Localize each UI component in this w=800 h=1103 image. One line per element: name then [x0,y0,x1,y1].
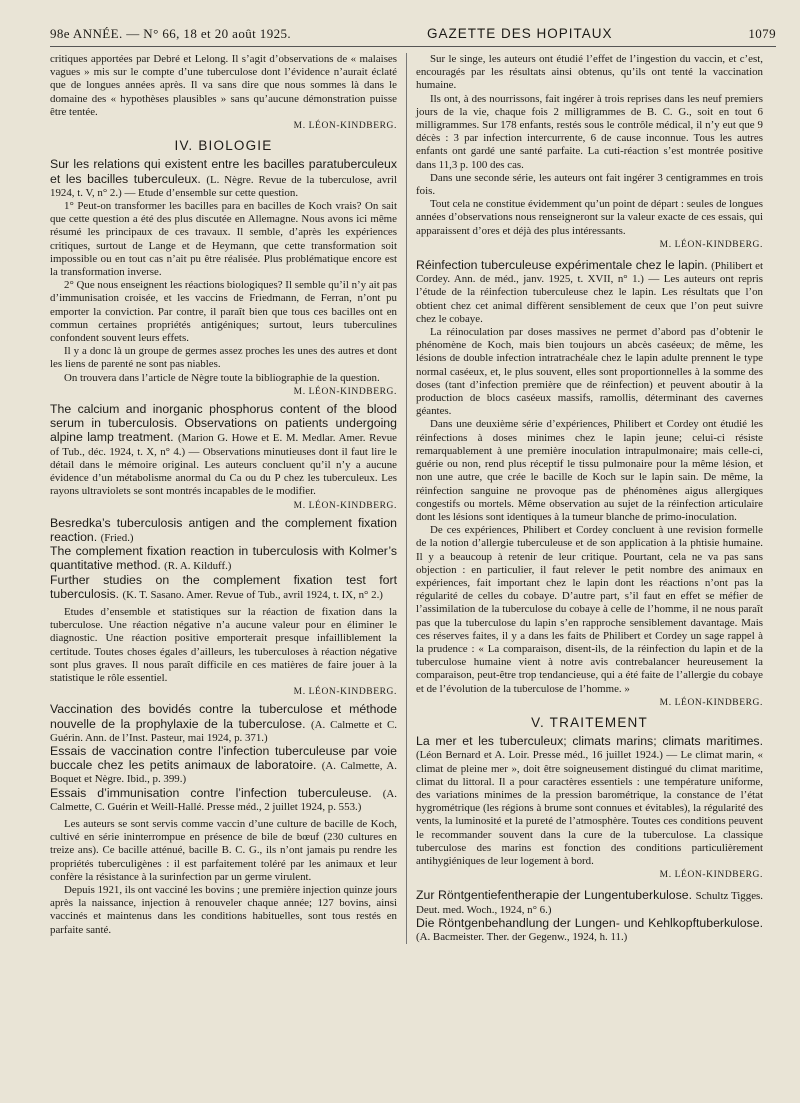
article-citation: (A. Calmette, C. Guérin et Weill-Hallé. Presse méd., 2 juillet 1924, p. 553.) [50,787,397,813]
page-number: 1079 [748,26,776,41]
article-citation: (A. Bacmeister. Ther. der Gegenw., 1924, h. 11.) [416,931,628,943]
paragraph: Depuis 1921, ils ont vacciné les bovins ; une première injection quinze jours après la naissance, injection à renouveler chaque année; 127 bovins, ainsi vaccinés et maintenus dans les conditions habituelles, sont tous restés en parfaite santé. [50,883,397,936]
article-entry [416,735,763,868]
paragraph: La réinoculation par doses massives ne permet d’abord pas d’obtenir le phénomène de Koch, mais bien toujours un abcès caséeux; de même, les lésions de double infection intratrachéale chez le lapin adulte prennent le type normal caséeux, et, le plus souvent, elles sont proportionnelles à la somme des doses (tant d’infection première que de réinfection) et peuvent aboutir à la production de blocs caséeux massifs, ramollis, déterminant des cavernes géantes. [416,326,763,418]
article-entry [50,745,397,787]
right-column [407,53,763,944]
page-header [50,26,776,47]
article-entry [50,787,397,814]
paragraph: De ces expériences, Philibert et Cordey concluent à une revision formelle de la notion d’allergie tuberculeuse et de son application à la phtisie humaine. Il y a beaucoup à retenir de leur critique. Pourtant, cela ne va pas sans objection : en particulier, il faut relever le petit nombre des animaux en expériences, fait important chez le lapin dont les réactions n’ont pas la régularité de celles du cobaye. D’autre part, s’il faut en effet se méfier de l’assimilation de la tuberculose du cobaye à celle de l’homme, il ne nous paraît pas que la tuberculose du lapin s’en rapproche sensiblement davantage. Mais ces réserves faites, il y a dans les faits de Philibert et Cordey un sage rappel à la prudence : « La comparaison, disent-ils, de la réinfection du lapin et de la tuberculose humaine vient à notre avis contrebalancer heureusement la comparaison, peut-être trop tendancieuse, qui a été faite de l’allergie du cobaye et de l’évolution de la tuberculose de l’homme. » [416,524,763,695]
article-title: Die Röntgenbehandlung der Lungen- und Kehlkopftuberkulose. [416,915,763,930]
article-citation: (R. A. Kilduff.) [164,560,232,573]
text-columns [50,53,776,944]
author-signature: M. LÉON-KINDBERG. [293,500,397,511]
article-entry [50,158,397,200]
paragraph: critiques apportées par Debré et Lelong. Il s’agit d’observations de « malaises vagues » mis sur le compte d’une tuberculose dont l’évidence n’aurait éclaté que de longues années après. Il va sans dire que nous sommes là dans le domaine des « hypothèses plausibles » sans qu’aucune démonstration puisse être tentée. [50,53,397,118]
issue-info: 98e ANNÉE. — N° 66, 18 et 20 août 1925. [50,26,292,41]
journal-title: GAZETTE DES HOPITAUX [426,26,613,41]
paragraph: Tout cela ne constitue évidemment qu’un point de départ : seules de longues années d’observations nous renseigneront sur la valeur exacte de ces essais, qui apparaissent d’ores et déjà des plus intéressants. [416,198,763,237]
article-entry [50,403,397,498]
article-citation: Schultz Tigges. Deut. med. Woch., 1924, n° 6.) [416,890,763,916]
article-citation: (A. Calmette et C. Guérin. Ann. de l’Inst. Pasteur, mai 1924, p. 371.) [50,718,397,744]
author-signature: M. LÉON-KINDBERG. [659,239,763,250]
paragraph: 2° Que nous enseignent les réactions biologiques? Il semble qu’il n’y ait pas d’immunisation croisée, et les vaccins de Friedmann, de Ferran, n’ont pu emporter la conviction. Par contre, il paraît bien que tous ces bacilles ont en commun certaines propriétés antigéniques; surtout, leurs tuberculines confondent souvent leurs effets. [50,279,397,345]
author-signature: M. LÉON-KINDBERG. [659,697,763,708]
article-citation: (A. Calmette, A. Boquet et Nègre. Ibid., p. 399.) [50,760,397,786]
article-entry [50,574,397,602]
paragraph: Les auteurs se sont servis comme vaccin d’une culture de bacille de Koch, cultivé en série ininterrompue en présence de bile de bœuf (230 cultures en treize ans). Ce bacille atténué, bacille B. C. G., ils n’ont jamais pu rendre les propriétés tuberculigènes : il est parfaitement toléré par les animaux et leur confère la résistance à la surinfection par un germe virulent. [50,817,397,883]
section-heading-traitement: V. TRAITEMENT [531,714,648,730]
article-title: Besredka’s tuberculosis antigen and the complement fixation reaction. [50,515,397,544]
paragraph: Dans une seconde série, les auteurs ont fait ingérer 3 centigrammes en trois fois. [416,171,763,198]
article-title: Sur les relations qui existent entre les bacilles paratuberculeux et les bacilles tuberculeux. [50,157,397,186]
article-citation: (Léon Bernard et A. Loir. Presse méd., 16 juillet 1924.) — Le climat marin, « climat de pleine mer », doit être soigneusement distingué du climat maritime, climat du littoral. Il a pour caractères essentiels : une température uniforme, des variations minimes de la pression barométrique, la constance de l’état hygrométrique (les régions à brume sont connues et évitables), la régularité des vents, la luminosité et la pureté de l’atmosphère. Toutes ces conditions peuvent le recommander souvent dans la cure de la tuberculose. La classique tuberculose des marins est fonction des conditions particulièrement antihygiéniques de leur logement à bord. [416,749,763,867]
article-citation: (Fried.) [100,531,134,544]
left-column [50,53,407,944]
paragraph: Il y a donc là un groupe de germes assez proches les unes des autres et dont les liens de parenté ne sont pas niables. [50,345,397,371]
article-entry [50,703,397,745]
article-title: La mer et les tuberculeux; climats marins; climats maritimes. [416,734,763,749]
paragraph: Ils ont, à des nourrissons, fait ingérer à trois reprises dans les neuf premiers jours de la vie, chaque fois 2 milligrammes de B. C. G., soit en tout 6 milligrammes. Sur 178 enfants, restés sous le contrôle médical, il n’y eut que 9 décès : 3 par infection intercurrente, 6 de cause inconnue. Tous les autres enfants ont gardé une santé parfaite. La cuti-réaction s’est montrée positive dans 11,3 p. 100 des cas. [416,92,763,171]
article-citation: (Philibert et Cordey. Ann. de méd., janv. 1925, t. XVII, n° 1.) — Les auteurs ont repris l’étude de la réinfection tuberculeuse chez le lapin. Les résultats que l’on obtient chez cet animal diffèrent sensiblement de ceux que l’on peut suivre chez le cobaye. [416,260,763,325]
article-title: Essais de vaccination contre l’infection tuberculeuse par voie buccale chez les petits animaux de laboratoire. [50,743,397,773]
paragraph: Sur le singe, les auteurs ont étudié l’effet de l’ingestion du vaccin, et c’est, encouragés par les résultats ainsi obtenus, qu’ils ont tenté la vaccination humaine. [416,53,763,92]
section-heading-biologie: IV. BIOLOGIE [174,138,273,154]
article-title: Vaccination des bovidés contre la tuberculose et méthode nouvelle de la prophylaxie de la tuberculose. [50,702,397,731]
article-title: Essais d’immunisation contre l’infection tuberculeuse. [50,785,383,800]
article-title: The calcium and inorganic phosphorus content of the blood serum in tuberculosis. Observations on patients undergoing alpine lamp treatment. [50,402,397,445]
author-signature: M. LÉON-KINDBERG. [293,121,397,132]
paragraph: Dans une deuxième série d’expériences, Philibert et Cordey ont étudié les réinfections à doses minimes chez le lapin jeune; celui-ci résiste remarquablement à une première inoculation intrapulmonaire; mais celle-ci, guérie ou non, rend plus réceptif le tissu pulmonaire pour la même lésion, et non une autre, que crée le bacille de Koch sur le lapin sain. De même, la réinfection sanguine ne provoque pas de phénomènes aigus allergiques congestifs ou mortels. Même observation au sujet de la réinfection articulaire dont les lésions sont identiques à la tumeur blanche de primo-inoculation. [416,418,763,523]
author-signature: M. LÉON-KINDBERG. [659,870,763,881]
paragraph: On trouvera dans l’article de Nègre toute la bibliographie de la question. [64,371,380,384]
article-entry [416,889,763,916]
paragraph: 1° Peut-on transformer les bacilles para en bacilles de Koch vrais? On sait que cette question a été des plus discutée en Allemagne. Nous avons ici même résumé les principaux de ces travaux. Il semble, d’après les expériences critiques, surtout de Lange et de Heymann, que cette transformation soit impossible ou en tout cas n’ait pu être réalisée. Plus problématique encore est la transformation inverse. [50,200,397,279]
article-title: The complement fixation reaction in tuberculosis with Kolmer’s quantitative method. [50,544,397,573]
article-title: Réinfection tuberculeuse expérimentale chez le lapin. [416,258,712,273]
author-signature: M. LÉON-KINDBERG. [293,386,397,397]
author-signature: M. LÉON-KINDBERG. [293,687,397,698]
article-entry [50,545,397,573]
article-citation: (K. T. Sasano. Amer. Revue of Tub., avril 1924, t. IX, n° 2.) [122,588,383,601]
article-title: Zur Röntgentiefentherapie der Lungentuberkulose. [416,888,696,903]
article-title: Further studies on the complement fixation test fort tuberculosis. [50,572,397,601]
article-entry [50,517,397,545]
article-entry [416,917,763,944]
article-entry [416,259,763,326]
article-citation: (L. Nègre. Revue de la tuberculose, avril 1924, t. V, n° 2.) — Etude d’ensemble sur cette question. [50,173,397,199]
paragraph: Etudes d’ensemble et statistiques sur la réaction de fixation dans la tuberculose. Une réaction négative n’a aucune valeur pour en éliminer le diagnostic. Une réaction positive emporterait presque infailliblement la certitude. Toutes choses égales d’ailleurs, les tuberculoses à réaction négative sont plus graves. Il nous paraît difficile en ces matières de faire jouer à la statistique le rôle essentiel. [50,605,397,684]
article-citation: (Marion G. Howe et E. M. Medlar. Amer. Revue of Tub., déc. 1924, t. X, n° 4.) — Observations minutieuses dont il faut lire le détail dans le mémoire original. Les auteurs concluent qu’il n’y a aucune évidence d’un métabolisme anormal du Ca ou du P chez les tuberculeux. Les rayons ultraviolets se sont montrés incapables de le modifier. [50,432,397,498]
